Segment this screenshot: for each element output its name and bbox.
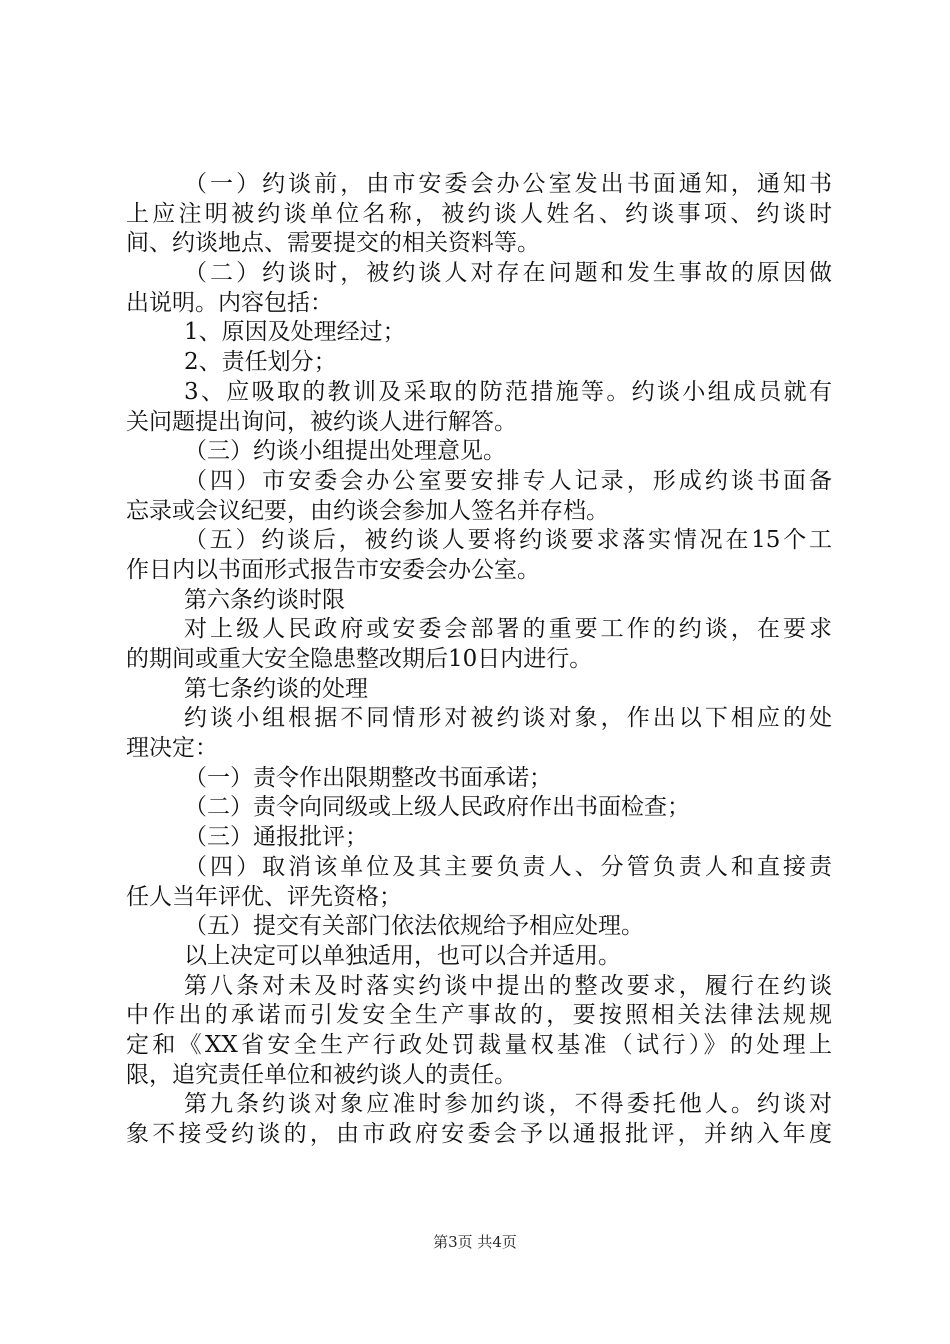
text-line: 第六条约谈时限 [184, 586, 345, 613]
text-line: 象不接受约谈的，由市政府安委会予以通报批评，并纳入年度 [126, 1121, 832, 1147]
text-line: （四）取消该单位及其主要负责人、分管负责人和直接责 [184, 853, 832, 880]
document-body [126, 170, 832, 1150]
text-line: 第七条约谈的处理 [184, 675, 368, 702]
text-line: 第九条约谈对象应准时参加约谈，不得委托他人。约谈对 [184, 1091, 832, 1118]
text-line: （一）责令作出限期整改书面承诺； [184, 764, 552, 791]
text-line: 忘录或会议纪要，由约谈会参加人签名并存档。 [126, 497, 609, 524]
text-line: 中作出的承诺而引发安全生产事故的，要按照相关法律法规规 [126, 1002, 832, 1029]
text-line: 3、应吸取的教训及采取的防范措施等。约谈小组成员就有 [184, 378, 832, 405]
text-line: 理决定： [126, 735, 218, 762]
text-line: 间、约谈地点、需要提交的相关资料等。 [126, 230, 540, 257]
text-line: 2、责任划分； [184, 349, 337, 376]
text-line: 的期间或重大安全隐患整改期后10日内进行。 [126, 646, 593, 672]
text-line: 定和《XX省安全生产行政处罚裁量权基准（试行）》的处理上 [126, 1031, 832, 1058]
text-line: （三）通报批评； [184, 824, 368, 851]
text-line: 对上级人民政府或安委会部署的重要工作的约谈，在要求 [184, 616, 832, 643]
text-line: 上应注明被约谈单位名称，被约谈人姓名、约谈事项、约谈时 [126, 200, 832, 227]
text-line: 任人当年评优、评先资格； [126, 883, 402, 910]
text-line: 以上决定可以单独适用，也可以合并适用。 [184, 942, 621, 969]
text-line: （五）提交有关部门依法依规给予相应处理。 [184, 913, 644, 940]
text-line: 约谈小组根据不同情形对被约谈对象，作出以下相应的处 [184, 705, 832, 732]
text-line: 出说明。内容包括： [126, 289, 333, 316]
text-line: （四）市安委会办公室要安排专人记录，形成约谈书面备 [184, 467, 832, 494]
text-line: （二）责令向同级或上级人民政府作出书面检查； [184, 794, 690, 821]
page-footer: 第3页 共4页 [433, 1233, 517, 1251]
text-line: （二）约谈时，被约谈人对存在问题和发生事故的原因做 [184, 260, 832, 287]
text-line: （三）约谈小组提出处理意见。 [184, 438, 506, 465]
text-line: 关问题提出询问，被约谈人进行解答。 [126, 408, 517, 435]
text-line: 1、原因及处理经过； [184, 319, 406, 346]
text-line: （一）约谈前，由市安委会办公室发出书面通知，通知书 [184, 171, 832, 197]
text-line: 限，追究责任单位和被约谈人的责任。 [126, 1061, 517, 1088]
text-line: 第八条对未及时落实约谈中提出的整改要求，履行在约谈 [184, 972, 832, 999]
text-line: 作日内以书面形式报告市安委会办公室。 [126, 556, 540, 583]
text-line: （五）约谈后，被约谈人要将约谈要求落实情况在15个工 [184, 527, 832, 554]
